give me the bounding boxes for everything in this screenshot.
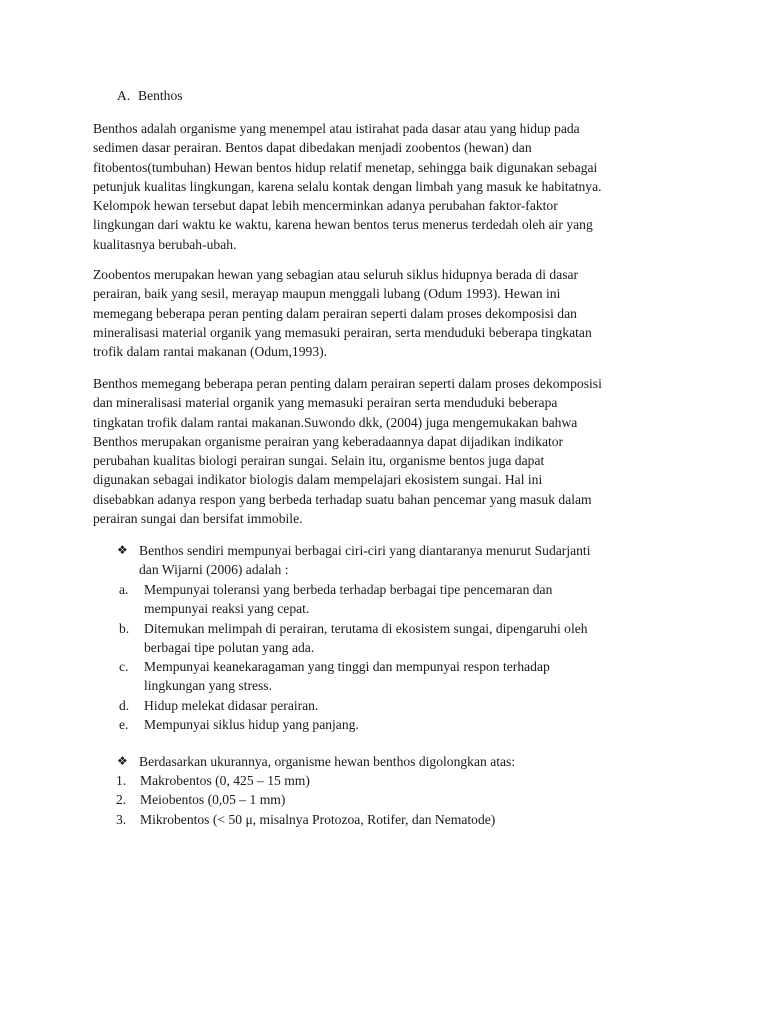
ukuran-list xyxy=(117,771,495,829)
list-item-text: Mempunyai toleransi yang berbeda terhadap berbagai tipe pencemaran dan xyxy=(144,582,553,597)
list-item-text: berbagai tipe polutan yang ada. xyxy=(144,639,315,655)
paragraph-line: Benthos merupakan organisme perairan yang keberadaannya dapat dijadikan indikator xyxy=(93,433,564,449)
paragraph-line: Benthos adalah organisme yang menempel atau istirahat pada dasar atau yang hidup pada xyxy=(93,121,580,136)
list-marker: 3. xyxy=(116,811,127,827)
list-item-text: Makrobentos (0, 425 – 15 mm) xyxy=(140,773,310,788)
bullet-text: Berdasarkan ukurannya, organisme hewan benthos digolongkan atas: xyxy=(139,754,516,769)
list-item xyxy=(117,810,495,829)
paragraph-line: sedimen dasar perairan. Bentos dapat dibedakan menjadi zoobentos (hewan) dan xyxy=(93,140,532,156)
paragraph-line: trofik dalam rantai makanan (Odum,1993). xyxy=(93,344,328,360)
paragraph-line: perubahan kualitas biologi perairan sungai. Selain itu, organisme bentos juga dapat xyxy=(93,453,545,469)
diamond-bullet-icon: ❖ xyxy=(117,754,128,768)
list-item-text: Meiobentos (0,05 – 1 mm) xyxy=(140,792,286,808)
section-marker: A. xyxy=(117,88,131,103)
paragraph-line: tingkatan trofik dalam rantai makanan.Suwondo dkk, (2004) juga mengemukakan bahwa xyxy=(93,414,578,430)
list-item xyxy=(117,790,495,809)
paragraph-line: digunakan sebagai indikator biologis dalam mempelajari ekosistem sungai. Hal ini xyxy=(93,472,543,488)
paragraph-line: Benthos memegang beberapa peran penting dalam perairan seperti dalam proses dekomposisi xyxy=(93,376,602,391)
list-marker: e. xyxy=(119,717,129,733)
list-item-text: mempunyai reaksi yang cepat. xyxy=(144,601,310,617)
list-item-text: Mikrobentos (< 50 μ, misalnya Protozoa, Rotifer, dan Nematode) xyxy=(140,811,496,827)
paragraph-line: mineralisasi material organik yang memasuki perairan, serta menduduki beberapa tingkatan xyxy=(93,324,592,340)
paragraph-line: Zoobentos merupakan hewan yang sebagian atau seluruh siklus hidupnya berada di dasar xyxy=(93,267,579,282)
paragraph-line: perairan sungai dan bersifat immobile. xyxy=(93,511,303,527)
paragraph-2 xyxy=(93,265,683,361)
bullet-text: dan Wijarni (2006) adalah : xyxy=(139,562,289,578)
paragraph-line: fitobentos(tumbuhan) Hewan bentos hidup relatif menetap, sehingga baik digunakan sebagai xyxy=(93,159,598,175)
list-marker: 1. xyxy=(116,773,127,788)
list-item xyxy=(117,715,588,734)
paragraph-line: Kelompok hewan tersebut dapat lebih mencerminkan adanya perubahan faktor-faktor xyxy=(93,198,558,214)
list-item-text: Mempunyai siklus hidup yang panjang. xyxy=(144,717,359,733)
list-item xyxy=(117,619,588,658)
list-item xyxy=(117,771,495,790)
ciri-ciri-list xyxy=(117,580,588,734)
list-item xyxy=(117,580,588,619)
list-marker: b. xyxy=(119,620,130,636)
bullet-ciri-ciri xyxy=(117,541,590,580)
list-item-text: Ditemukan melimpah di perairan, terutama di ekosistem sungai, dipengaruhi oleh xyxy=(144,620,588,636)
section-title: Benthos xyxy=(138,88,183,103)
section-heading xyxy=(117,86,183,105)
bullet-ukuran xyxy=(117,752,515,771)
list-marker: c. xyxy=(119,659,129,675)
paragraph-1 xyxy=(93,119,683,254)
list-marker: 2. xyxy=(116,792,127,808)
diamond-bullet-icon: ❖ xyxy=(117,543,128,557)
list-marker: d. xyxy=(119,697,130,713)
bullet-text: Benthos sendiri mempunyai berbagai ciri-ciri yang diantaranya menurut Sudarjanti xyxy=(139,543,591,558)
list-item xyxy=(117,696,588,715)
paragraph-3 xyxy=(93,374,683,528)
paragraph-line: dan mineralisasi material organik yang memasuki perairan serta menduduki beberapa xyxy=(93,395,558,411)
paragraph-line: petunjuk kualitas lingkungan, karena selalu kontak dengan limbah yang masuk ke habitatnya. xyxy=(93,178,602,194)
paragraph-line: disebabkan adanya respon yang berbeda terhadap suatu bahan pencemar yang masuk dalam xyxy=(93,491,592,507)
paragraph-line: perairan, baik yang sesil, merayap maupun menggali lubang (Odum 1993). Hewan ini xyxy=(93,286,561,302)
list-item xyxy=(117,657,588,696)
paragraph-line: memegang beberapa peran penting dalam perairan seperti dalam proses dekomposisi dan xyxy=(93,305,577,321)
paragraph-line: kualitasnya berubah-ubah. xyxy=(93,236,237,252)
paragraph-line: lingkungan dari waktu ke waktu, karena hewan bentos terus menerus terdedah oleh air yang xyxy=(93,217,593,233)
list-item-text: Mempunyai keanekaragaman yang tinggi dan mempunyai respon terhadap xyxy=(144,659,550,675)
list-item-text: lingkungan yang stress. xyxy=(144,678,272,694)
list-item-text: Hidup melekat didasar perairan. xyxy=(144,697,319,713)
list-marker: a. xyxy=(119,582,129,597)
